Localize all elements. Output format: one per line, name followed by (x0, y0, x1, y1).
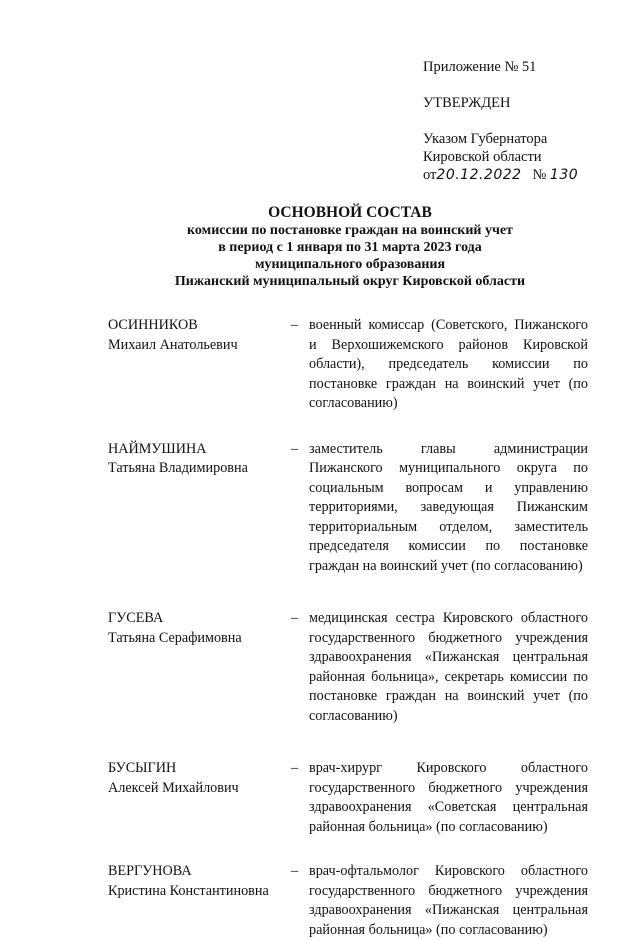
approval-block (423, 58, 623, 184)
title-line-2: в период с 1 января по 31 марта 2023 года (218, 240, 482, 255)
member-given-name: Алексей Михайлович (108, 779, 239, 796)
member-role: заместитель главы администрации Пижанского муниципального округа по социальным вопросам и управлению территориями, заведующая Пижанским территориальным отделом, заместитель председателя комиссии по постановке граждан на воинский учет (по согласованию) (309, 440, 588, 574)
member-surname: ГУСЕВА (108, 610, 164, 626)
member-dash: – (291, 610, 299, 626)
member-entry (108, 440, 588, 577)
member-given-name: Кристина Константиновна (108, 882, 269, 899)
member-name (108, 759, 286, 798)
member-dash: – (291, 760, 299, 776)
member-surname: БУСЫГИН (108, 760, 177, 776)
title-line-3: муниципального образования (254, 257, 446, 272)
title-line-4: Пижанский муниципальный округ Кировской области (174, 274, 526, 289)
member-name (108, 862, 286, 901)
appendix-number: Приложение № 51 (423, 59, 537, 75)
title-main: ОСНОВНОЙ СОСТАВ (268, 204, 432, 221)
member-dash: – (291, 440, 299, 457)
title-line-1: комиссии по постановке граждан на воинский учет (187, 223, 513, 238)
document-title (100, 203, 600, 290)
member-dash: – (291, 863, 299, 879)
date-prefix: от (423, 167, 437, 183)
handwritten-date: 20.12.2022 (436, 167, 522, 183)
member-name (108, 316, 286, 355)
member-entry (108, 609, 588, 726)
decree-line-1: Указом Губернатора (423, 131, 548, 147)
member-surname: ВЕРГУНОВА (108, 863, 192, 879)
member-role: медицинская сестра Кировского областного государственного бюджетного учреждения здравоохранения «Пижанская центральная районная больница», секретарь комиссии по постановке граждан на воинский учет (по согласованию) (309, 610, 588, 724)
member-name (108, 440, 286, 479)
member-entry (108, 316, 588, 414)
member-name (108, 609, 286, 648)
member-surname: НАЙМУШИНА (108, 440, 207, 457)
member-given-name: Татьяна Владимировна (108, 460, 248, 476)
member-dash: – (291, 317, 299, 333)
member-role: врач-офтальмолог Кировского областного государственного бюджетного учреждения здравоохранения «Пижанская центральная районная больница» (по согласованию) (309, 863, 588, 938)
decree-line-2: Кировской области (423, 149, 542, 165)
member-role: военный комиссар (Советского, Пижанского и Верхошижемского районов Кировской области), председатель комиссии по постановке граждан на воинский учет (по согласованию) (309, 317, 588, 411)
handwritten-number: 130 (549, 167, 579, 183)
member-surname: ОСИННИКОВ (108, 317, 198, 333)
members-list (108, 316, 588, 940)
approved-label: УТВЕРЖДЕН (423, 95, 511, 111)
decree-date-line (423, 166, 623, 184)
number-prefix: № (532, 167, 547, 183)
member-entry (108, 862, 588, 940)
member-given-name: Михаил Анатольевич (108, 336, 238, 353)
member-role: врач-хирург Кировского областного государственного бюджетного учреждения здравоохранения «Советская центральная районная больница» (по согласованию) (309, 760, 588, 835)
member-entry (108, 759, 588, 837)
member-given-name: Татьяна Серафимовна (108, 629, 242, 646)
